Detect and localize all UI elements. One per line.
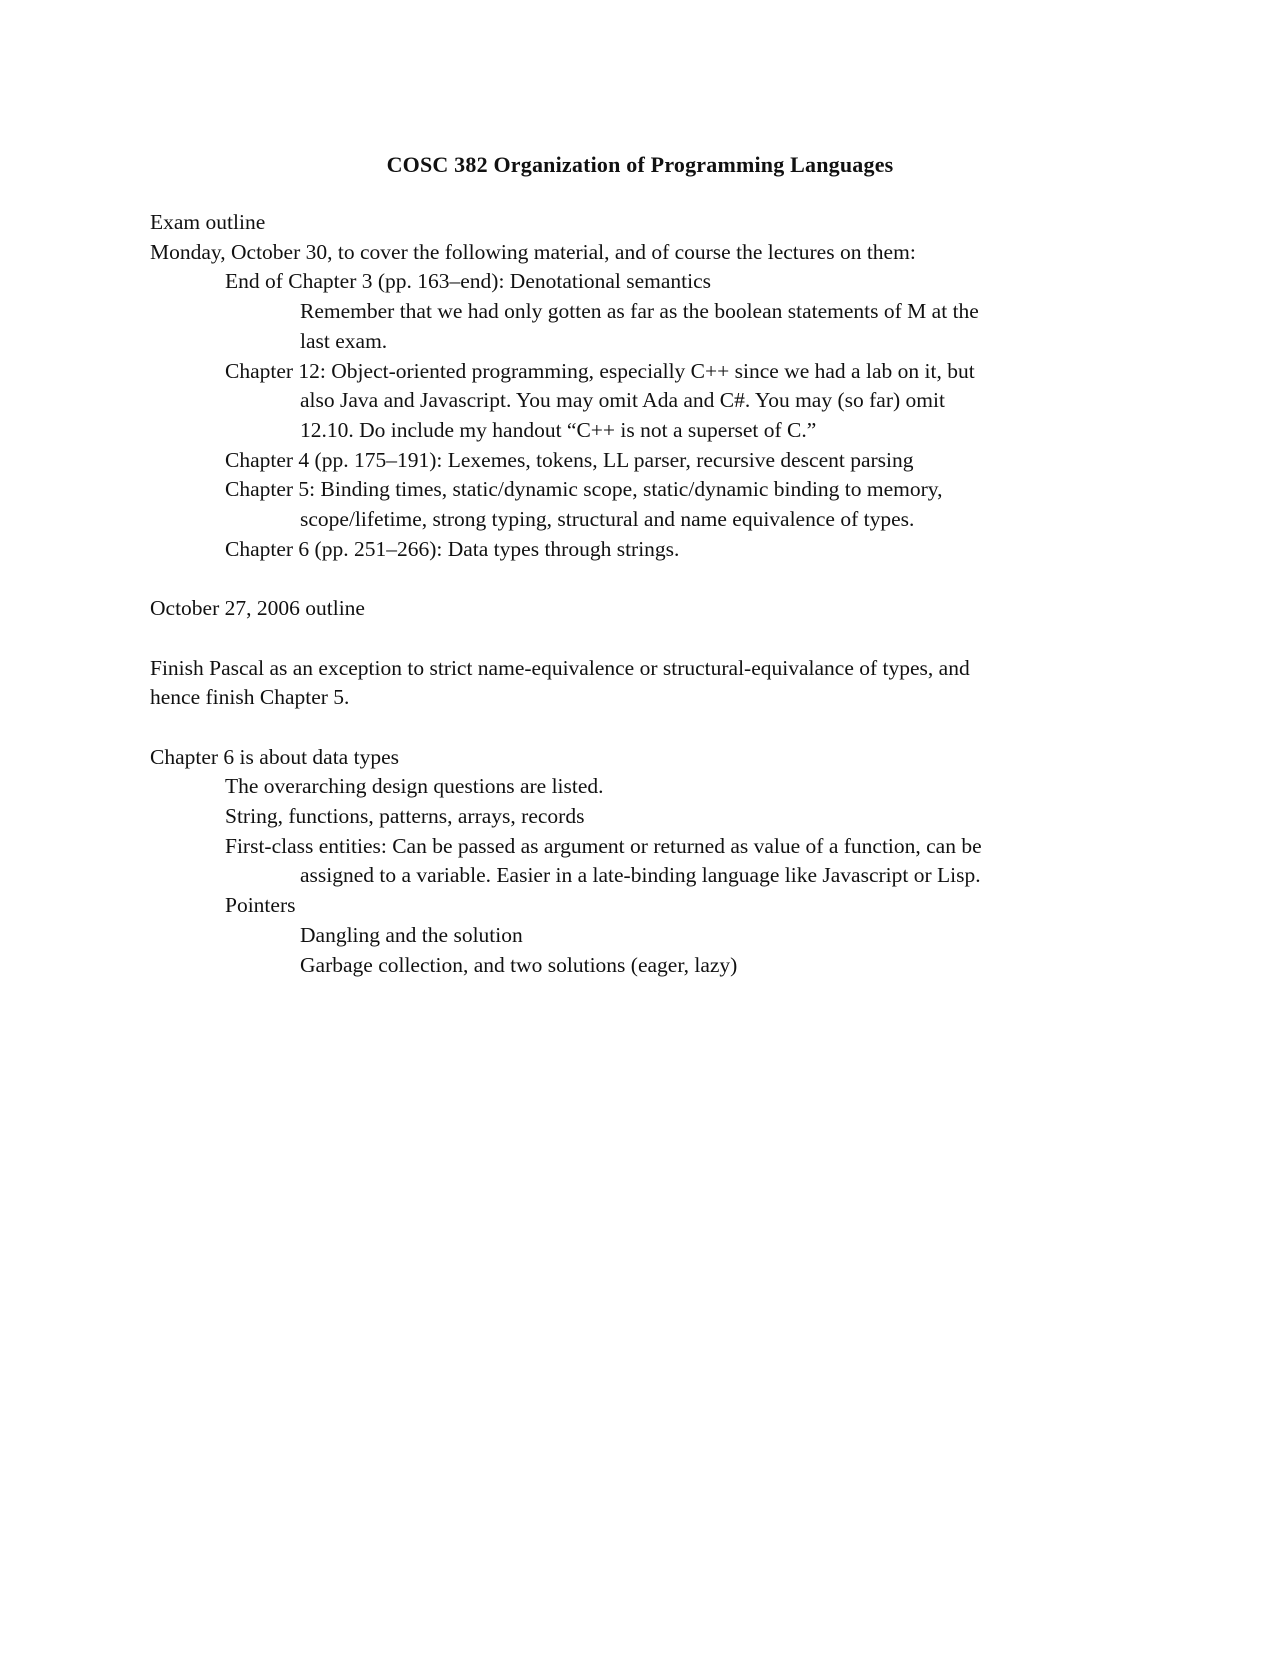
blank-line (150, 713, 1150, 743)
outline-item: First-class entities: Can be passed as argument or returned as value of a function, can be (225, 833, 982, 858)
outline-subitem: Garbage collection, and two solutions (eager, lazy) (300, 952, 738, 977)
outline-item: Chapter 6 (pp. 251–266): Data types through strings. (225, 536, 680, 561)
exam-outline-heading: Exam outline (150, 210, 266, 234)
blank-line (150, 564, 1150, 594)
document-body (150, 208, 1150, 980)
outline-item-continuation: assigned to a variable. Easier in a late-binding language like Javascript or Lisp. (300, 863, 981, 888)
outline-item: End of Chapter 3 (pp. 163–end): Denotational semantics (225, 269, 712, 294)
outline-item: Pointers (225, 893, 296, 918)
outline-item: Chapter 4 (pp. 175–191): Lexemes, tokens, LL parser, recursive descent parsing (225, 447, 914, 472)
outline-subitem: Remember that we had only gotten as far as the boolean statements of M at the (300, 299, 979, 324)
blank-line (150, 624, 1150, 654)
outline-item-continuation: also Java and Javascript. You may omit Ada and C#. You may (so far) omit (300, 388, 945, 413)
exam-date-line: Monday, October 30, to cover the following material, and of course the lectures on them: (150, 239, 916, 264)
outline-item: Chapter 12: Object-oriented programming, especially C++ since we had a lab on it, but (225, 358, 975, 383)
outline-item: Chapter 5: Binding times, static/dynamic scope, static/dynamic binding to memory, (225, 477, 943, 502)
outline-item-continuation: scope/lifetime, strong typing, structural and name equivalence of types. (300, 507, 915, 532)
outline-subitem: last exam. (300, 328, 388, 353)
section-heading: Chapter 6 is about data types (150, 744, 399, 769)
outline-subitem: Dangling and the solution (300, 922, 523, 947)
document-title: COSC 382 Organization of Programming Languages (386, 152, 894, 177)
paragraph-line: Finish Pascal as an exception to strict name-equivalence or structural-equivalance of types, and (150, 655, 970, 680)
outline-item: String, functions, patterns, arrays, records (225, 804, 585, 829)
outline-item: The overarching design questions are listed. (225, 774, 604, 799)
paragraph-line: hence finish Chapter 5. (150, 685, 350, 710)
outline-item-continuation: 12.10. Do include my handout “C++ is not a superset of C.” (300, 417, 817, 442)
section-heading: October 27, 2006 outline (150, 596, 365, 621)
